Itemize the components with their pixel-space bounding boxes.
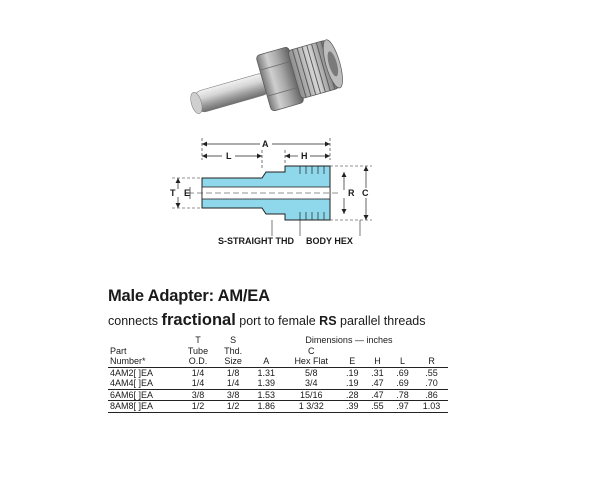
- cell-h: .47: [365, 389, 390, 401]
- hdr-h: H: [365, 356, 390, 367]
- header-row-3: [108, 356, 448, 367]
- table-row: [108, 401, 448, 413]
- label-E: E: [184, 188, 191, 198]
- cell-r: 1.03: [415, 401, 448, 413]
- cell-size: 3/8: [216, 389, 250, 401]
- cell-od: 3/8: [180, 389, 217, 401]
- cell-size: 1/2: [216, 401, 250, 413]
- cell-c: 3/4: [283, 378, 340, 389]
- hdr-dims: Dimensions — inches: [305, 335, 393, 345]
- cell-r: .70: [415, 378, 448, 389]
- hdr-s: S: [230, 335, 237, 345]
- hdr-number: Number*: [108, 356, 180, 367]
- cell-a: 1.86: [250, 401, 283, 413]
- hdr-tube: Tube: [187, 345, 209, 356]
- cell-r: .86: [415, 389, 448, 401]
- subtitle-mid: port to female: [235, 314, 320, 328]
- cell-od: 1/2: [180, 401, 217, 413]
- dimensions-table: [108, 335, 448, 413]
- cell-c: 1 3/32: [283, 401, 340, 413]
- cell-od: 1/4: [180, 378, 217, 389]
- cell-c: 15/16: [283, 389, 340, 401]
- cell-r: .55: [425, 367, 438, 378]
- cell-h: .47: [365, 378, 390, 389]
- cell-l: .69: [390, 378, 415, 389]
- subtitle-rs: RS: [319, 314, 337, 328]
- hdr-blank-a: [250, 346, 283, 357]
- cell-a: 1.31: [257, 367, 276, 378]
- cell-h: .55: [365, 401, 390, 413]
- label-T: T: [170, 188, 176, 198]
- cell-l: .69: [396, 367, 409, 378]
- label-C: C: [362, 188, 369, 198]
- hdr-a: A: [250, 356, 283, 367]
- thread-label: S-STRAIGHT THD: [218, 236, 294, 246]
- cell-h: .31: [371, 367, 384, 378]
- dimension-diagram: [160, 130, 390, 255]
- label-A: A: [262, 139, 269, 149]
- hdr-l: L: [390, 356, 415, 367]
- table-row: [108, 378, 448, 389]
- table-row: [108, 367, 448, 378]
- cell-l: .97: [390, 401, 415, 413]
- label-H: H: [301, 151, 308, 161]
- hdr-c: C: [307, 345, 315, 356]
- hdr-size: Size: [216, 356, 250, 367]
- cell-part: 6AM6[ ]EA: [108, 389, 180, 401]
- cell-part: 8AM8[ ]EA: [108, 401, 180, 413]
- hdr-od: O.D.: [180, 356, 217, 367]
- hdr-part: Part: [110, 345, 127, 356]
- cell-a: 1.53: [250, 389, 283, 401]
- subtitle-post: parallel threads: [336, 314, 426, 328]
- header-row-1: [108, 335, 448, 346]
- table-row: [108, 389, 448, 401]
- subtitle-emph: fractional: [161, 311, 236, 329]
- hdr-blank-rest: [340, 346, 448, 357]
- cell-size: 1/8: [226, 367, 240, 378]
- hdr-r: R: [415, 356, 448, 367]
- cell-e: .19: [346, 367, 359, 378]
- label-L: L: [226, 151, 232, 161]
- cell-part: 4AM4[ ]EA: [108, 378, 180, 389]
- hdr-t: T: [195, 335, 201, 345]
- cell-c: 5/8: [304, 367, 318, 378]
- cell-e: .19: [340, 378, 365, 389]
- subtitle-pre: connects: [108, 314, 162, 328]
- hdr-empty: [108, 335, 180, 346]
- cell-e: .28: [340, 389, 365, 401]
- cell-part: 4AM2[ ]EA: [110, 367, 154, 378]
- adapter-photo: [183, 30, 363, 125]
- cell-size: 1/4: [216, 378, 250, 389]
- page-title: Male Adapter: AM/EA: [108, 287, 270, 305]
- cell-l: .78: [390, 389, 415, 401]
- hdr-hexflat: Hex Flat: [283, 356, 340, 367]
- cell-od: 1/4: [191, 367, 205, 378]
- label-R: R: [348, 188, 355, 198]
- header-row-2: [108, 346, 448, 357]
- cell-e: .39: [340, 401, 365, 413]
- hex-label: BODY HEX: [306, 236, 353, 246]
- hdr-thd: Thd.: [224, 345, 243, 356]
- hdr-e: E: [340, 356, 365, 367]
- cell-a: 1.39: [250, 378, 283, 389]
- subtitle: [108, 311, 426, 330]
